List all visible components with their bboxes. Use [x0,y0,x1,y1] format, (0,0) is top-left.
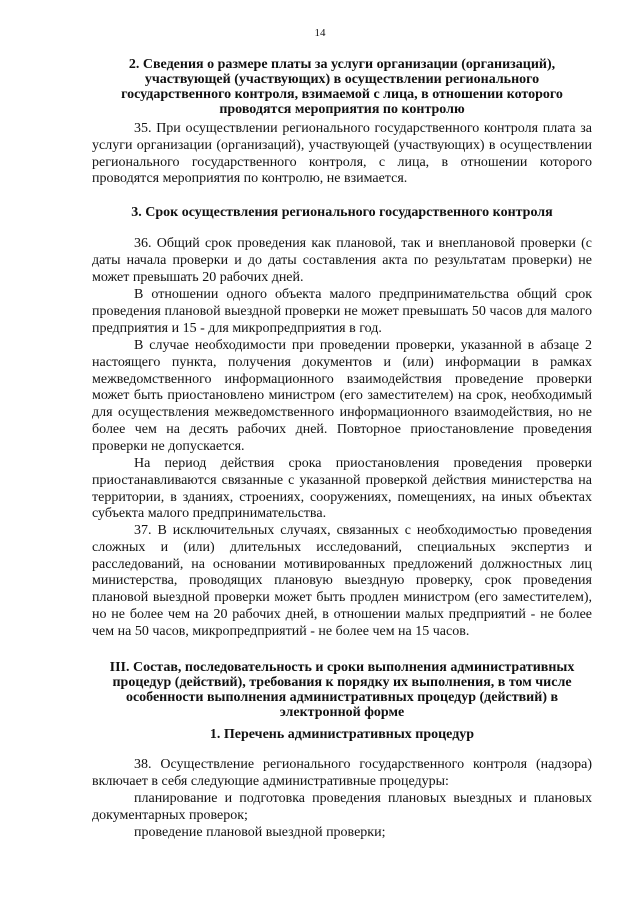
page-number: 14 [314,27,326,39]
list-item-planning: планирование и подготовка проведения плановых выездных и плановых документарных проверок; [92,791,592,823]
paragraph-36-3: В случае необходимости при проведении проверки, указанной в абзаце 2 настоящего пункта, получения документов и (или) информации в рамках межведомственного информационного взаимодействия проведение проверки может быть приостановлено министром (его заместителем) на срок, необходимый для осуществления межведомственного информационного взаимодействия, но не более чем на десять рабочих дней. Повторное приостановление проведения проверки не допускается. [92,338,592,454]
chapter-heading-III: III. Состав, последовательность и сроки выполнения административных процедур (действий), требования к порядку их выполнения, в том числе особенности выполнения административных процедур (действий) в электронной форме [109,660,575,720]
paragraph-36-1: 36. Общий срок проведения как плановой, так и внеплановой проверки (с даты начала проверки и до даты составления акта по результатам проверки) не может превышать 20 рабочих дней. [92,236,592,285]
paragraph-36-4: На период действия срока приостановления проведения проверки приостанавливаются связанные с указанной проверкой действия министерства на территории, в зданиях, строениях, сооружениях, помещениях, на иных объектах субъекта малого предпринимательства. [92,456,592,522]
section-heading-1: 1. Перечень административных процедур [209,727,475,742]
paragraph-35: 35. При осуществлении регионального государственного контроля плата за услуги организации (организаций), участвующей (участвующих) в осуществлении регионального государственного контроля, с лица, в отношении которого проводятся мероприятия по контролю, не взимается. [92,121,592,187]
paragraph-38: 38. Осуществление регионального государственного контроля (надзора) включает в себя следующие административные процедуры: [92,757,592,789]
paragraph-37: 37. В исключительных случаях, связанных с необходимостью проведения сложных и (или) длительных исследований, специальных экспертиз и расследований, на основании мотивированных предложений должностных лиц министерства, проводящих плановую выездную проверку, срок проведения плановой выездной проверки может быть продлен министром (его заместителем), но не более чем на 20 рабочих дней, в отношении малых предприятий - не более чем на 50 часов, микропредприятий - не более чем на 15 часов. [92,523,592,639]
section-heading-2: 2. Сведения о размере платы за услуги организации (организаций), участвующей (участвующих) в осуществлении регионального государственного контроля, взимаемой с лица, в отношении которого проводятся мероприятия по контролю [121,57,563,117]
paragraph-36-2: В отношении одного объекта малого предпринимательства общий срок проведения плановой выездной проверки не может превышать 50 часов для малого предприятия и 15 - для микропредприятия в год. [92,287,592,336]
list-item-field-inspection: проведение плановой выездной проверки; [134,825,386,840]
section-heading-3: 3. Срок осуществления регионального государственного контроля [131,205,553,220]
